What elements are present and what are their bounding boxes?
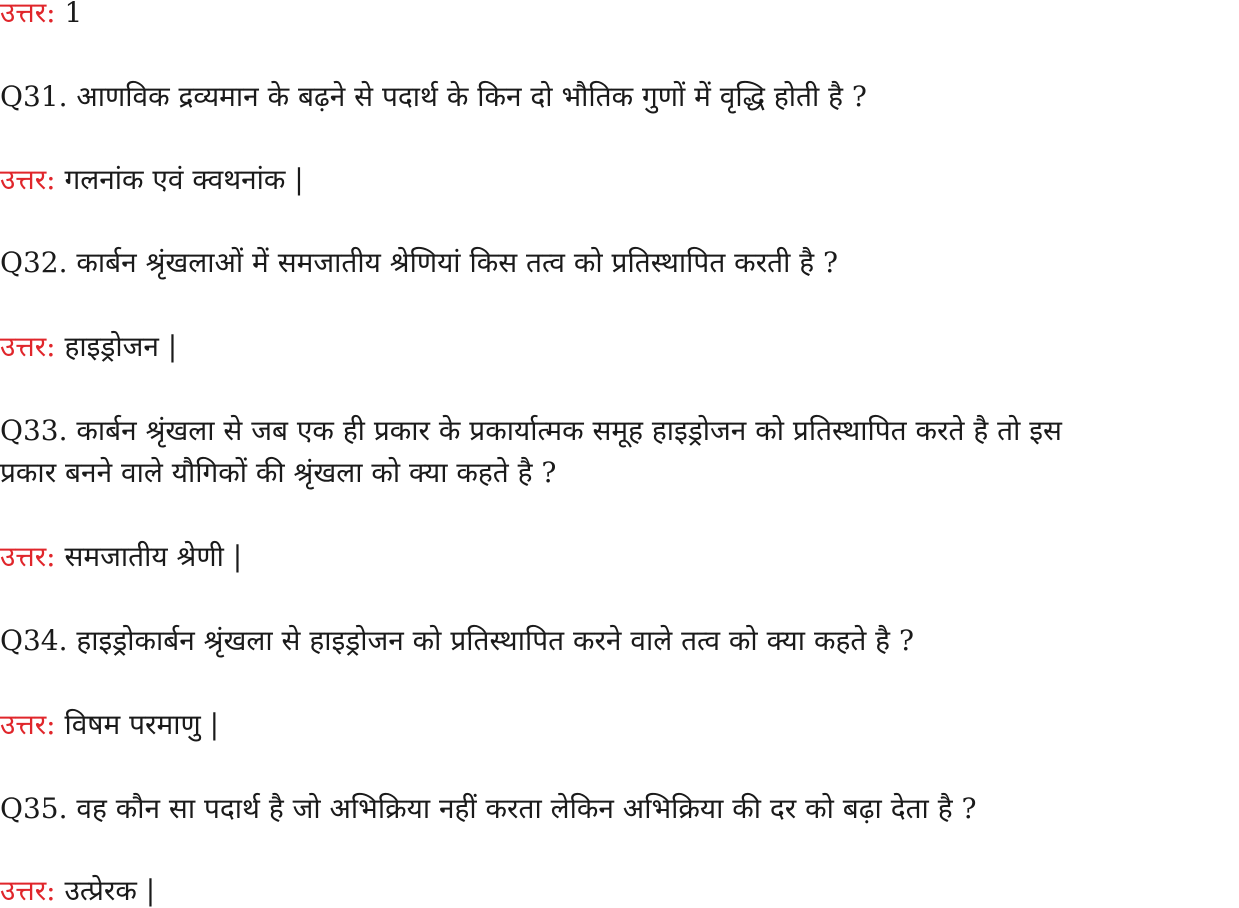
answer-line xyxy=(0,0,82,30)
question-text: प्रकार बनने वाले यौगिकों की श्रृंखला को क्या कहते है ? xyxy=(0,456,557,489)
answer-line xyxy=(0,708,219,742)
question-text: Q35. वह कौन सा पदार्थ है जो अभिक्रिया नहीं करता लेकिन अभिक्रिया की दर को बढ़ा देता है ? xyxy=(0,792,977,825)
answer-line xyxy=(0,540,242,574)
answer-label: उत्तर: xyxy=(0,874,56,907)
answer-label: उत्तर: xyxy=(0,540,56,573)
answer-text: 1 xyxy=(55,0,83,29)
answer-text: हाइड्रोजन | xyxy=(55,330,178,363)
question-text: Q33. कार्बन श्रृंखला से जब एक ही प्रकार के प्रकार्यात्मक समूह हाइड्रोजन को प्रतिस्थापित करते है तो इस xyxy=(0,414,1062,447)
answer-text: समजातीय श्रेणी | xyxy=(55,540,243,573)
question-line xyxy=(0,80,867,114)
answer-text: विषम परमाणु | xyxy=(55,708,220,741)
question-line xyxy=(0,624,914,658)
question-line xyxy=(0,414,1062,448)
question-line xyxy=(0,792,976,826)
answer-label: उत्तर: xyxy=(0,708,56,741)
answer-line xyxy=(0,163,304,197)
question-line-continued xyxy=(0,456,556,490)
answer-text: गलनांक एवं क्वथनांक | xyxy=(55,163,304,196)
answer-label: उत्तर: xyxy=(0,0,56,29)
answer-label: उत्तर: xyxy=(0,163,56,196)
answer-label: उत्तर: xyxy=(0,330,56,363)
question-text: Q32. कार्बन श्रृंखलाओं में समजातीय श्रेणियां किस तत्व को प्रतिस्थापित करती है ? xyxy=(0,246,839,279)
answer-line xyxy=(0,330,177,364)
question-line xyxy=(0,246,838,280)
answer-text: उत्प्रेरक | xyxy=(55,874,156,907)
answer-line xyxy=(0,874,155,908)
question-text: Q31. आणविक द्रव्यमान के बढ़ने से पदार्थ के किन दो भौतिक गुणों में वृद्धि होती है ? xyxy=(0,80,867,113)
question-text: Q34. हाइड्रोकार्बन श्रृंखला से हाइड्रोजन को प्रतिस्थापित करने वाले तत्व को क्या कहते है ? xyxy=(0,624,914,657)
